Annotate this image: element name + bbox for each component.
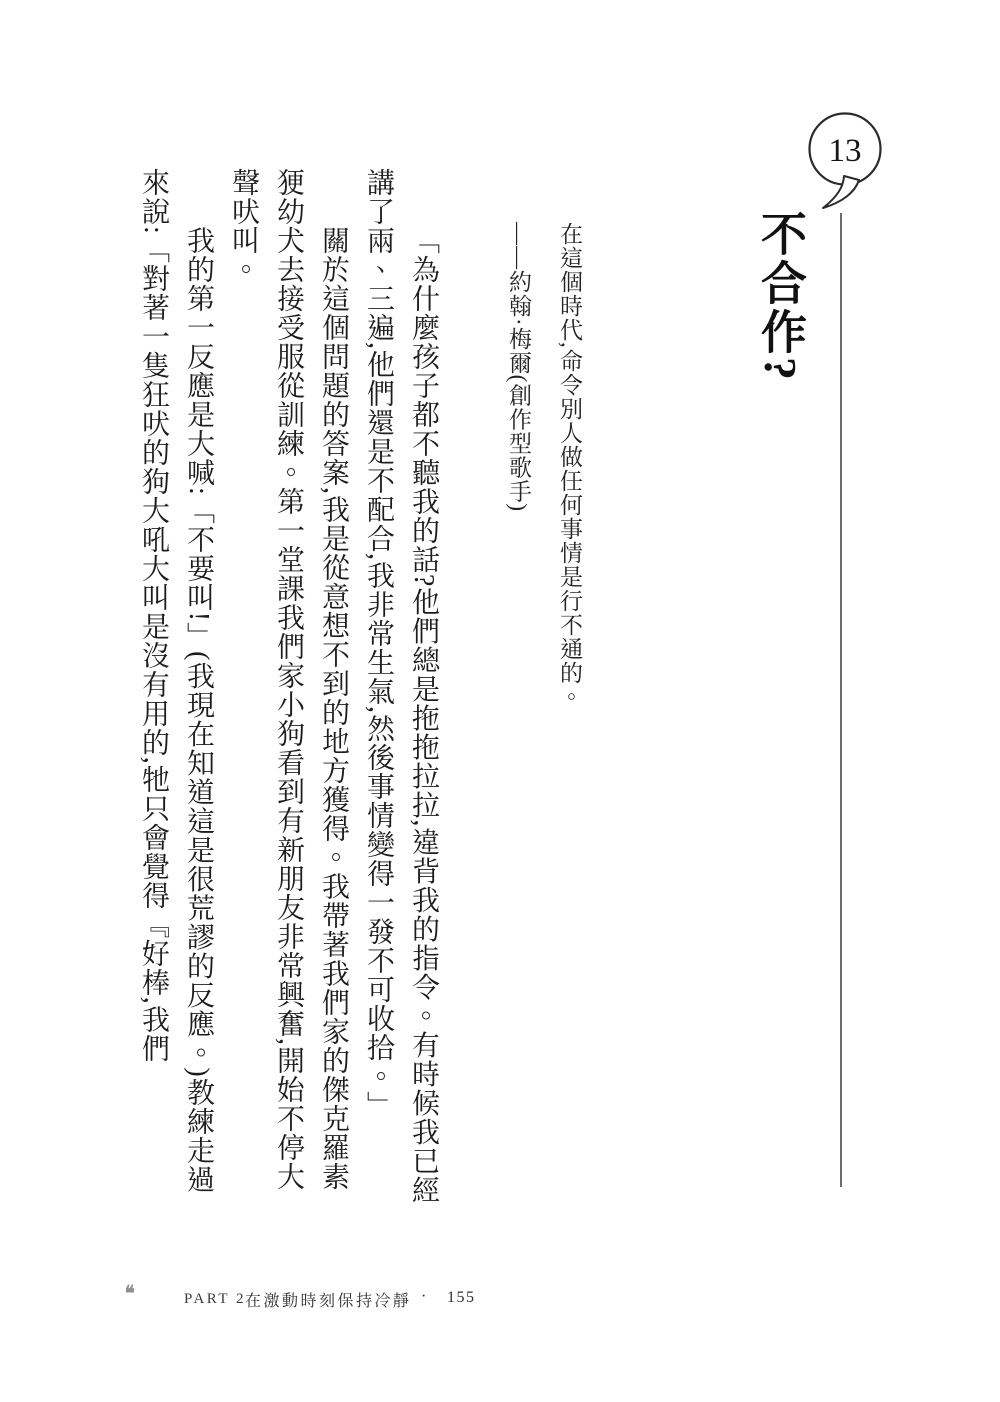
epigraph-quote: 在這個時代,命令別人做任何事情是行不通的。 bbox=[557, 222, 582, 709]
vertical-divider-rule bbox=[840, 213, 842, 1187]
separator-dot: · bbox=[421, 1288, 427, 1305]
part-label: PART 2 bbox=[184, 1291, 247, 1307]
page-number: 155 bbox=[447, 1289, 476, 1306]
paragraph-1: 「為什麼孩子都不聽我的話?他們總是拖拖拉拉,違背我的指令。有時候我已經講了兩、三遍,他們還是不配合,我非常生氣,然後事情變得一發不可收拾。」 bbox=[363, 168, 439, 1205]
paragraph-3: 我的第一反應是大喊:「不要叫!」(我現在知道這是很荒謬的反應。)教練走過來說:「對著一隻狂吠的狗大吼大叫是沒有用的,牠只會覺得『好棒,我們 bbox=[138, 168, 214, 1194]
epigraph-attribution: ——約翰·梅爾(創作型歌手) bbox=[506, 222, 531, 512]
paragraph-2: 關於這個問題的答案,我是從意想不到的地方獲得。我帶著我們家的傑克羅素㹴幼犬去接受服從訓練。第一堂課我們家小狗看到有新朋友非常興奮,開始不停大聲吠叫。 bbox=[228, 168, 349, 1191]
part-title: 在激動時刻保持冷靜 bbox=[245, 1293, 412, 1310]
chapter-number-bubble bbox=[798, 100, 890, 212]
body-text bbox=[128, 168, 446, 1214]
epigraph bbox=[491, 222, 595, 722]
quotes-icon: ❛❛ bbox=[124, 1280, 132, 1308]
chapter-title: 不合作? bbox=[755, 210, 806, 383]
chapter-number: 13 bbox=[828, 133, 862, 169]
